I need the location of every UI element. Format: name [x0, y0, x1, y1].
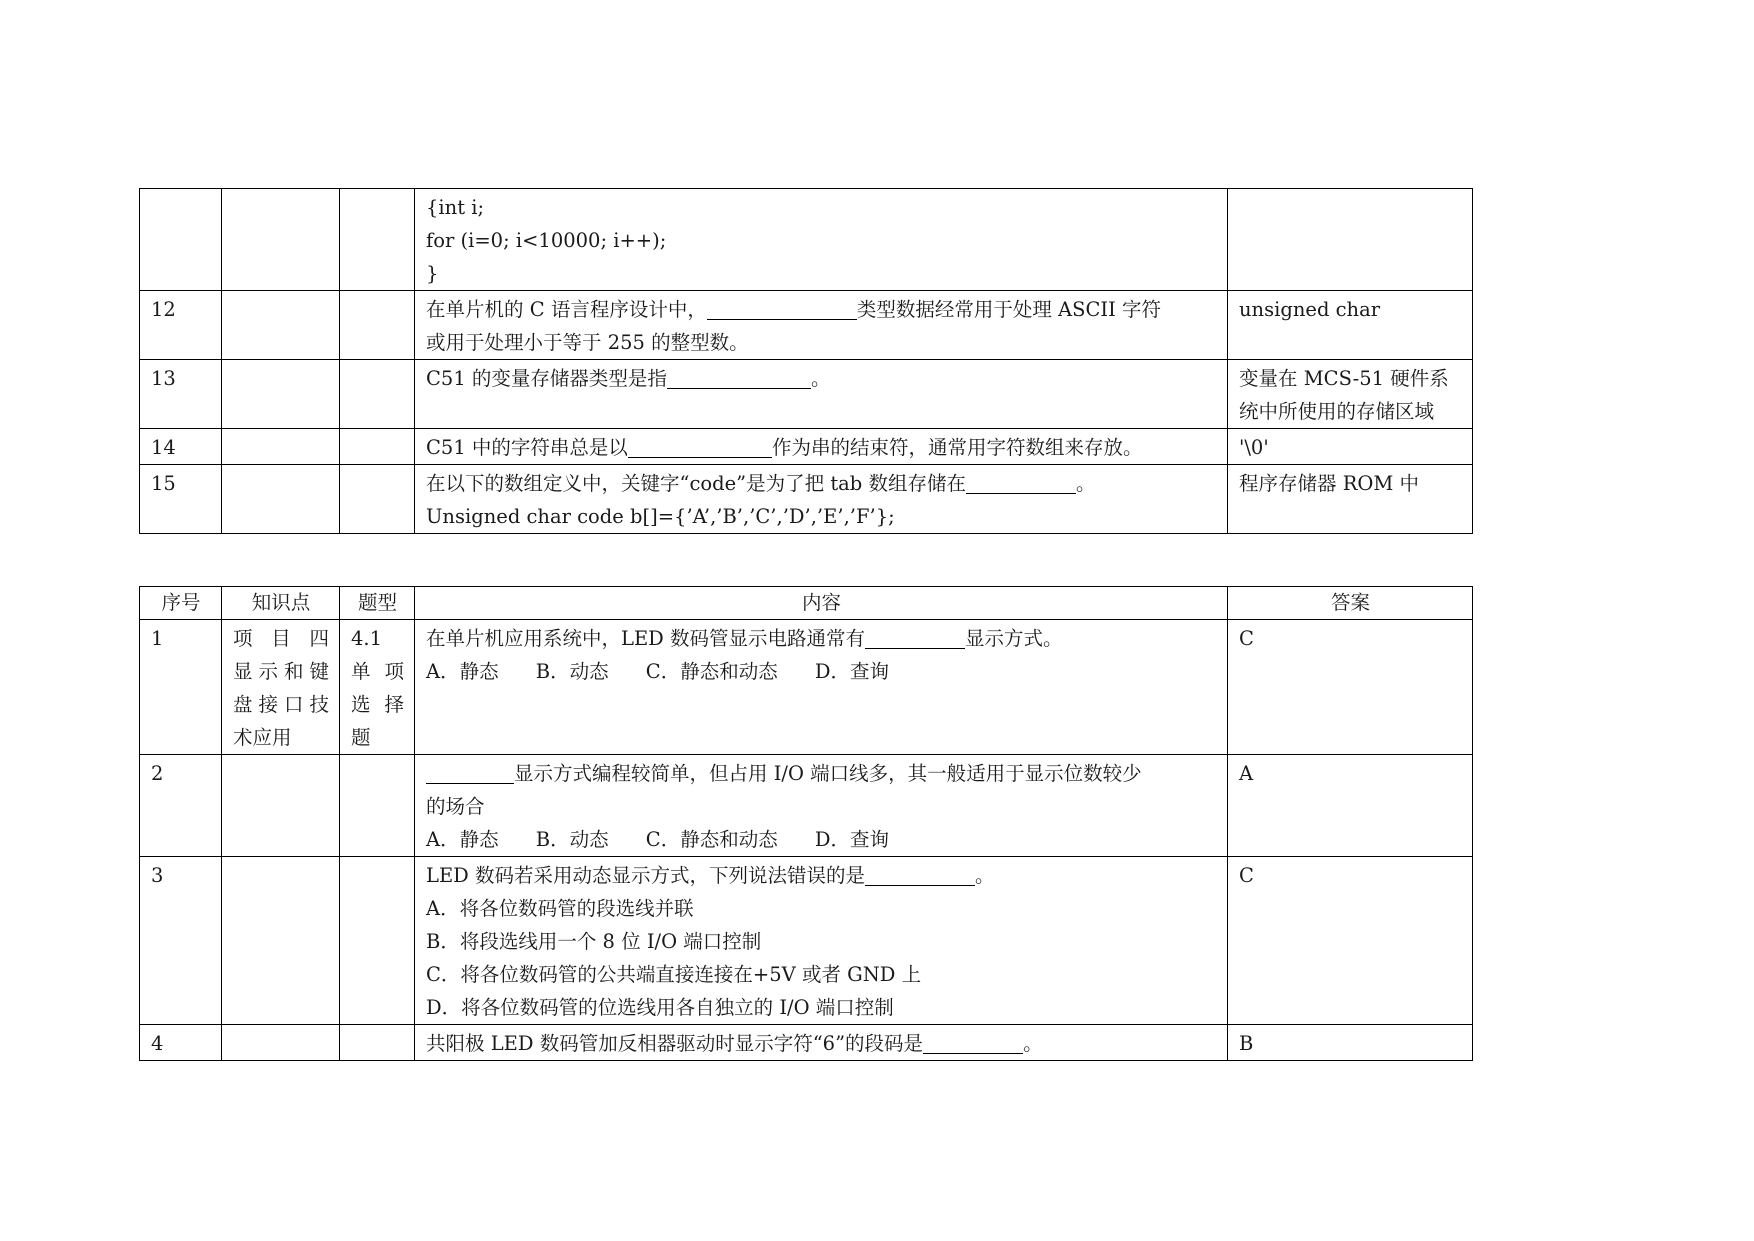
cell-answer: unsigned char — [1228, 291, 1473, 360]
knowledge-line: 盘接口技 — [233, 693, 329, 716]
cell-answer: B — [1228, 1025, 1473, 1061]
option-d: D．将各位数码管的位选线用各自独立的 I/O 端口控制 — [426, 996, 894, 1019]
cell-answer: 变量在 MCS-51 硬件系统中所使用的存储区域 — [1228, 360, 1473, 429]
type-line: 4.1 — [351, 627, 383, 650]
question-text: 。 — [1023, 1032, 1043, 1055]
answer-blank — [667, 366, 811, 389]
content-line: 的场合 — [426, 795, 485, 818]
cell-content — [415, 291, 1228, 360]
table-row — [140, 620, 1473, 755]
cell-answer: C — [1228, 857, 1473, 1025]
knowledge-line: 术应用 — [233, 726, 292, 749]
content-line — [426, 757, 1217, 790]
content-line — [426, 467, 1217, 500]
header-type: 题型 — [340, 587, 415, 620]
code-line: {int i; — [426, 196, 485, 219]
answer-blank — [707, 297, 857, 320]
answer-blank — [426, 761, 514, 784]
cell-answer: '\0' — [1228, 429, 1473, 465]
table-row — [140, 465, 1473, 534]
content-line: Unsigned char code b[]={’A’,’B’,’C’,’D’,’E’,’F’}; — [426, 505, 895, 528]
cell-no: 15 — [140, 465, 222, 534]
cell-content — [415, 465, 1228, 534]
knowledge-line: 项 目 四 — [233, 627, 329, 650]
table-row — [140, 1025, 1473, 1061]
question-text: 在单片机的 C 语言程序设计中， — [426, 298, 707, 321]
table-row — [140, 857, 1473, 1025]
cell-answer — [1228, 189, 1473, 291]
cell-no: 12 — [140, 291, 222, 360]
type-line: 选 择 — [351, 693, 404, 716]
question-text: 。 — [1075, 472, 1096, 495]
question-text: C51 的变量存储器类型是指 — [426, 367, 667, 390]
options-line: A．静态 B．动态 C．静态和动态 D．查询 — [426, 828, 890, 851]
cell-content — [415, 429, 1228, 465]
table-header-row — [140, 587, 1473, 620]
content-line — [426, 859, 1217, 892]
cell-no — [140, 189, 222, 291]
cell-type — [340, 360, 415, 429]
table-row — [140, 360, 1473, 429]
cell-knowledge — [222, 755, 340, 857]
option-c: C．将各位数码管的公共端直接连接在+5V 或者 GND 上 — [426, 963, 922, 986]
header-knowledge: 知识点 — [222, 587, 340, 620]
cell-no: 4 — [140, 1025, 222, 1061]
content-line: 或用于处理小于等于 255 的整型数。 — [426, 331, 749, 354]
cell-content — [415, 620, 1228, 755]
cell-knowledge — [222, 620, 340, 755]
cell-type — [340, 755, 415, 857]
cell-type — [340, 429, 415, 465]
cell-knowledge — [222, 360, 340, 429]
table-row — [140, 189, 1473, 291]
type-line: 单 项 — [351, 660, 404, 683]
content-line — [426, 362, 1217, 395]
question-text: 在单片机应用系统中，LED 数码管显示电路通常有 — [426, 627, 866, 650]
header-content: 内容 — [415, 587, 1228, 620]
cell-answer: 程序存储器 ROM 中 — [1228, 465, 1473, 534]
cell-type — [340, 620, 415, 755]
answer-blank — [923, 1031, 1023, 1054]
knowledge-line: 显示和键 — [233, 660, 329, 683]
code-line: } — [426, 262, 439, 285]
question-text: 类型数据经常用于处理 ASCII 字符 — [856, 298, 1161, 321]
option-b: B．将段选线用一个 8 位 I/O 端口控制 — [426, 930, 762, 953]
header-answer: 答案 — [1228, 587, 1473, 620]
question-text: 在以下的数组定义中，关键字“code”是为了把 tab 数组存储在 — [426, 472, 966, 495]
content-line — [426, 1027, 1217, 1060]
question-text: 。 — [975, 864, 995, 887]
answer-blank — [865, 626, 965, 649]
question-table — [139, 586, 1473, 1061]
cell-type — [340, 465, 415, 534]
cell-knowledge — [222, 857, 340, 1025]
question-text: 。 — [810, 367, 831, 390]
answer-blank — [865, 863, 975, 886]
cell-knowledge — [222, 189, 340, 291]
question-text: C51 中的字符串总是以 — [426, 436, 628, 459]
cell-no: 13 — [140, 360, 222, 429]
question-text: 显示方式编程较简单，但占用 I/O 端口线多，其一般适用于显示位数较少 — [514, 762, 1142, 785]
table-row — [140, 291, 1473, 360]
cell-type — [340, 1025, 415, 1061]
cell-answer: A — [1228, 755, 1473, 857]
cell-content — [415, 1025, 1228, 1061]
question-text: 作为串的结束符，通常用字符数组来存放。 — [771, 436, 1143, 459]
table-row — [140, 755, 1473, 857]
cell-knowledge — [222, 1025, 340, 1061]
table-row — [140, 429, 1473, 465]
answer-blank — [966, 471, 1076, 494]
options-line: A．静态 B．动态 C．静态和动态 D．查询 — [426, 660, 890, 683]
cell-content — [415, 189, 1228, 291]
question-text: LED 数码若采用动态显示方式，下列说法错误的是 — [426, 864, 866, 887]
content-line — [426, 431, 1217, 464]
code-line: for (i=0; i<10000; i++); — [426, 229, 667, 252]
cell-no: 2 — [140, 755, 222, 857]
option-a: A．将各位数码管的段选线并联 — [426, 897, 694, 920]
cell-no: 14 — [140, 429, 222, 465]
cell-type — [340, 857, 415, 1025]
question-text: 显示方式。 — [965, 627, 1063, 650]
content-line — [426, 293, 1217, 326]
header-no: 序号 — [140, 587, 222, 620]
question-table-continued — [139, 188, 1473, 534]
cell-knowledge — [222, 429, 340, 465]
cell-content — [415, 857, 1228, 1025]
answer-blank — [628, 435, 772, 458]
cell-knowledge — [222, 465, 340, 534]
cell-type — [340, 291, 415, 360]
type-line: 题 — [351, 726, 371, 749]
cell-content — [415, 755, 1228, 857]
cell-no: 1 — [140, 620, 222, 755]
cell-content — [415, 360, 1228, 429]
cell-type — [340, 189, 415, 291]
question-text: 共阳极 LED 数码管加反相器驱动时显示字符“6”的段码是 — [426, 1032, 924, 1055]
cell-answer: C — [1228, 620, 1473, 755]
content-line — [426, 622, 1217, 655]
cell-knowledge — [222, 291, 340, 360]
cell-no: 3 — [140, 857, 222, 1025]
